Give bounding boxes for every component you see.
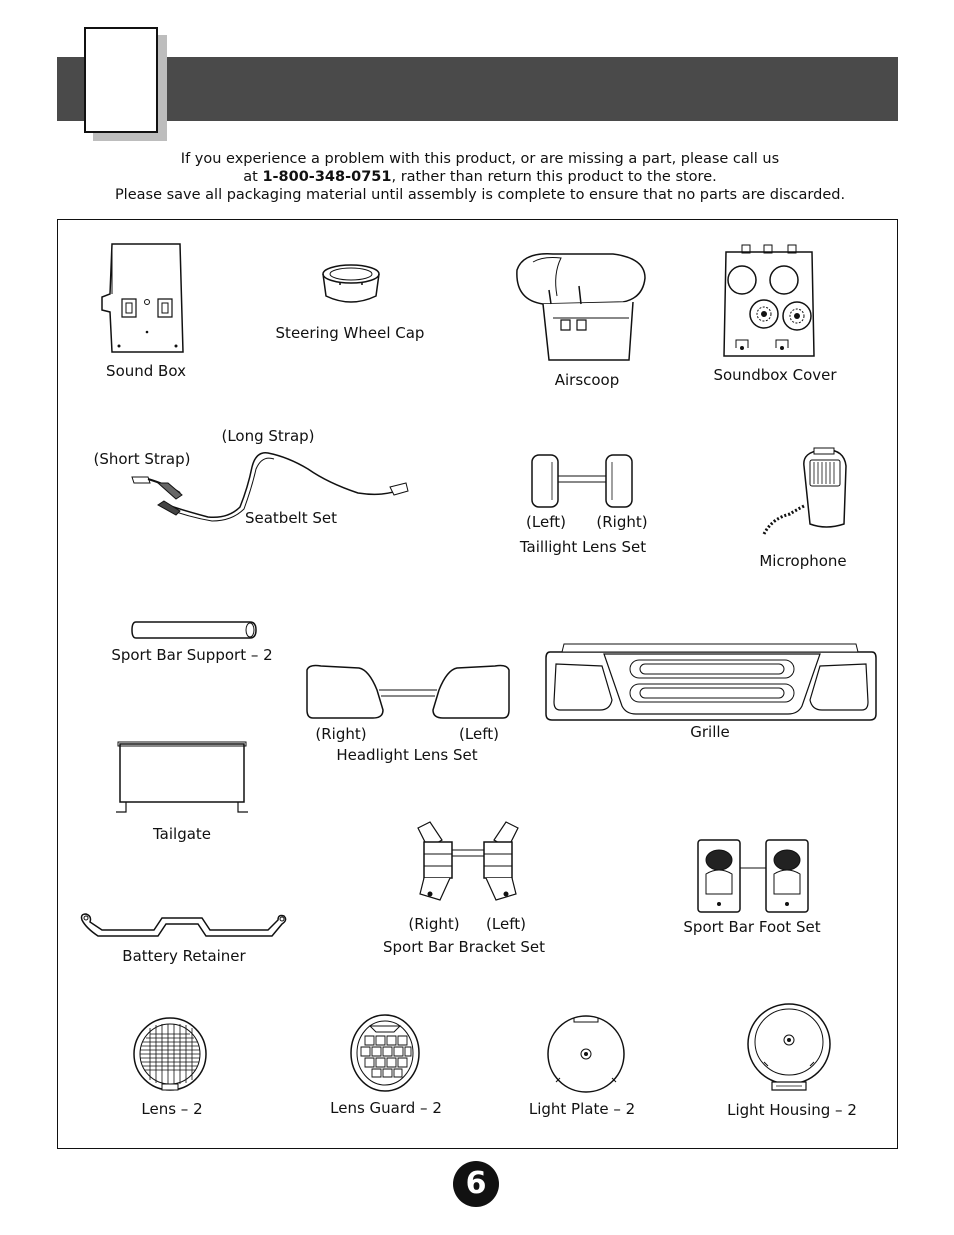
sport-bar-foot-image: [694, 838, 812, 916]
taillight-image: [528, 452, 636, 510]
intro-line-2-suffix: , rather than return this product to the store.: [391, 169, 717, 185]
intro-line-3: Please save all packaging material until assembly is complete to ensure that no parts are discarded.: [114, 187, 846, 203]
microphone-image: [760, 446, 852, 538]
header-bar: [57, 57, 898, 121]
taillight-right-label: (Right): [596, 513, 648, 531]
phone-number: 1-800-348-0751: [262, 169, 392, 185]
sound-box-label: Sound Box: [106, 362, 186, 380]
headlight-left-label: (Left): [459, 725, 499, 743]
light-plate-label: Light Plate – 2: [528, 1100, 636, 1118]
sport-bar-foot-label: Sport Bar Foot Set: [683, 918, 821, 936]
lens-guard-image: [348, 1012, 422, 1094]
battery-retainer-label: Battery Retainer: [122, 947, 246, 965]
intro-line-2-prefix: at: [243, 169, 263, 185]
bracket-label: Sport Bar Bracket Set: [382, 938, 546, 956]
intro-text: [60, 150, 900, 204]
sport-bar-support-label: Sport Bar Support – 2: [111, 646, 273, 664]
tailgate-image: [112, 740, 252, 816]
page-number: 6: [453, 1161, 499, 1207]
microphone-label: Microphone: [759, 552, 847, 570]
airscoop-image: [513, 250, 649, 362]
steering-wheel-cap-image: [320, 262, 382, 310]
intro-line-2: [60, 168, 900, 186]
soundbox-cover-label: Soundbox Cover: [713, 366, 837, 384]
sound-box-image: [100, 242, 188, 357]
seatbelt-long-strap-label: (Long Strap): [221, 427, 315, 445]
headlight-label: Headlight Lens Set: [336, 746, 478, 764]
intro-line-1: If you experience a problem with this product, or are missing a part, please call us: [180, 151, 780, 167]
light-housing-image: [744, 1000, 834, 1092]
steering-wheel-cap-label: Steering Wheel Cap: [275, 324, 425, 342]
sport-bar-support-image: [130, 620, 260, 640]
bracket-right-label: (Right): [408, 915, 460, 933]
grille-label: Grille: [690, 723, 730, 741]
tailgate-label: Tailgate: [152, 825, 212, 843]
bracket-left-label: (Left): [486, 915, 526, 933]
taillight-left-label: (Left): [526, 513, 566, 531]
light-plate-image: [544, 1012, 628, 1096]
step-box: [84, 27, 158, 133]
headlight-right-label: (Right): [315, 725, 367, 743]
airscoop-label: Airscoop: [554, 371, 620, 389]
seatbelt-short-strap-label: (Short Strap): [93, 450, 191, 468]
lens-image: [130, 1016, 210, 1092]
soundbox-cover-image: [720, 244, 818, 360]
lens-label: Lens – 2: [141, 1100, 203, 1118]
headlight-image: [303, 660, 513, 722]
sport-bar-bracket-image: [410, 820, 526, 904]
grille-image: [544, 640, 878, 724]
light-housing-label: Light Housing – 2: [727, 1101, 857, 1119]
seatbelt-label: Seatbelt Set: [244, 509, 338, 527]
battery-retainer-image: [78, 910, 290, 940]
lens-guard-label: Lens Guard – 2: [330, 1099, 442, 1117]
taillight-label: Taillight Lens Set: [519, 538, 647, 556]
